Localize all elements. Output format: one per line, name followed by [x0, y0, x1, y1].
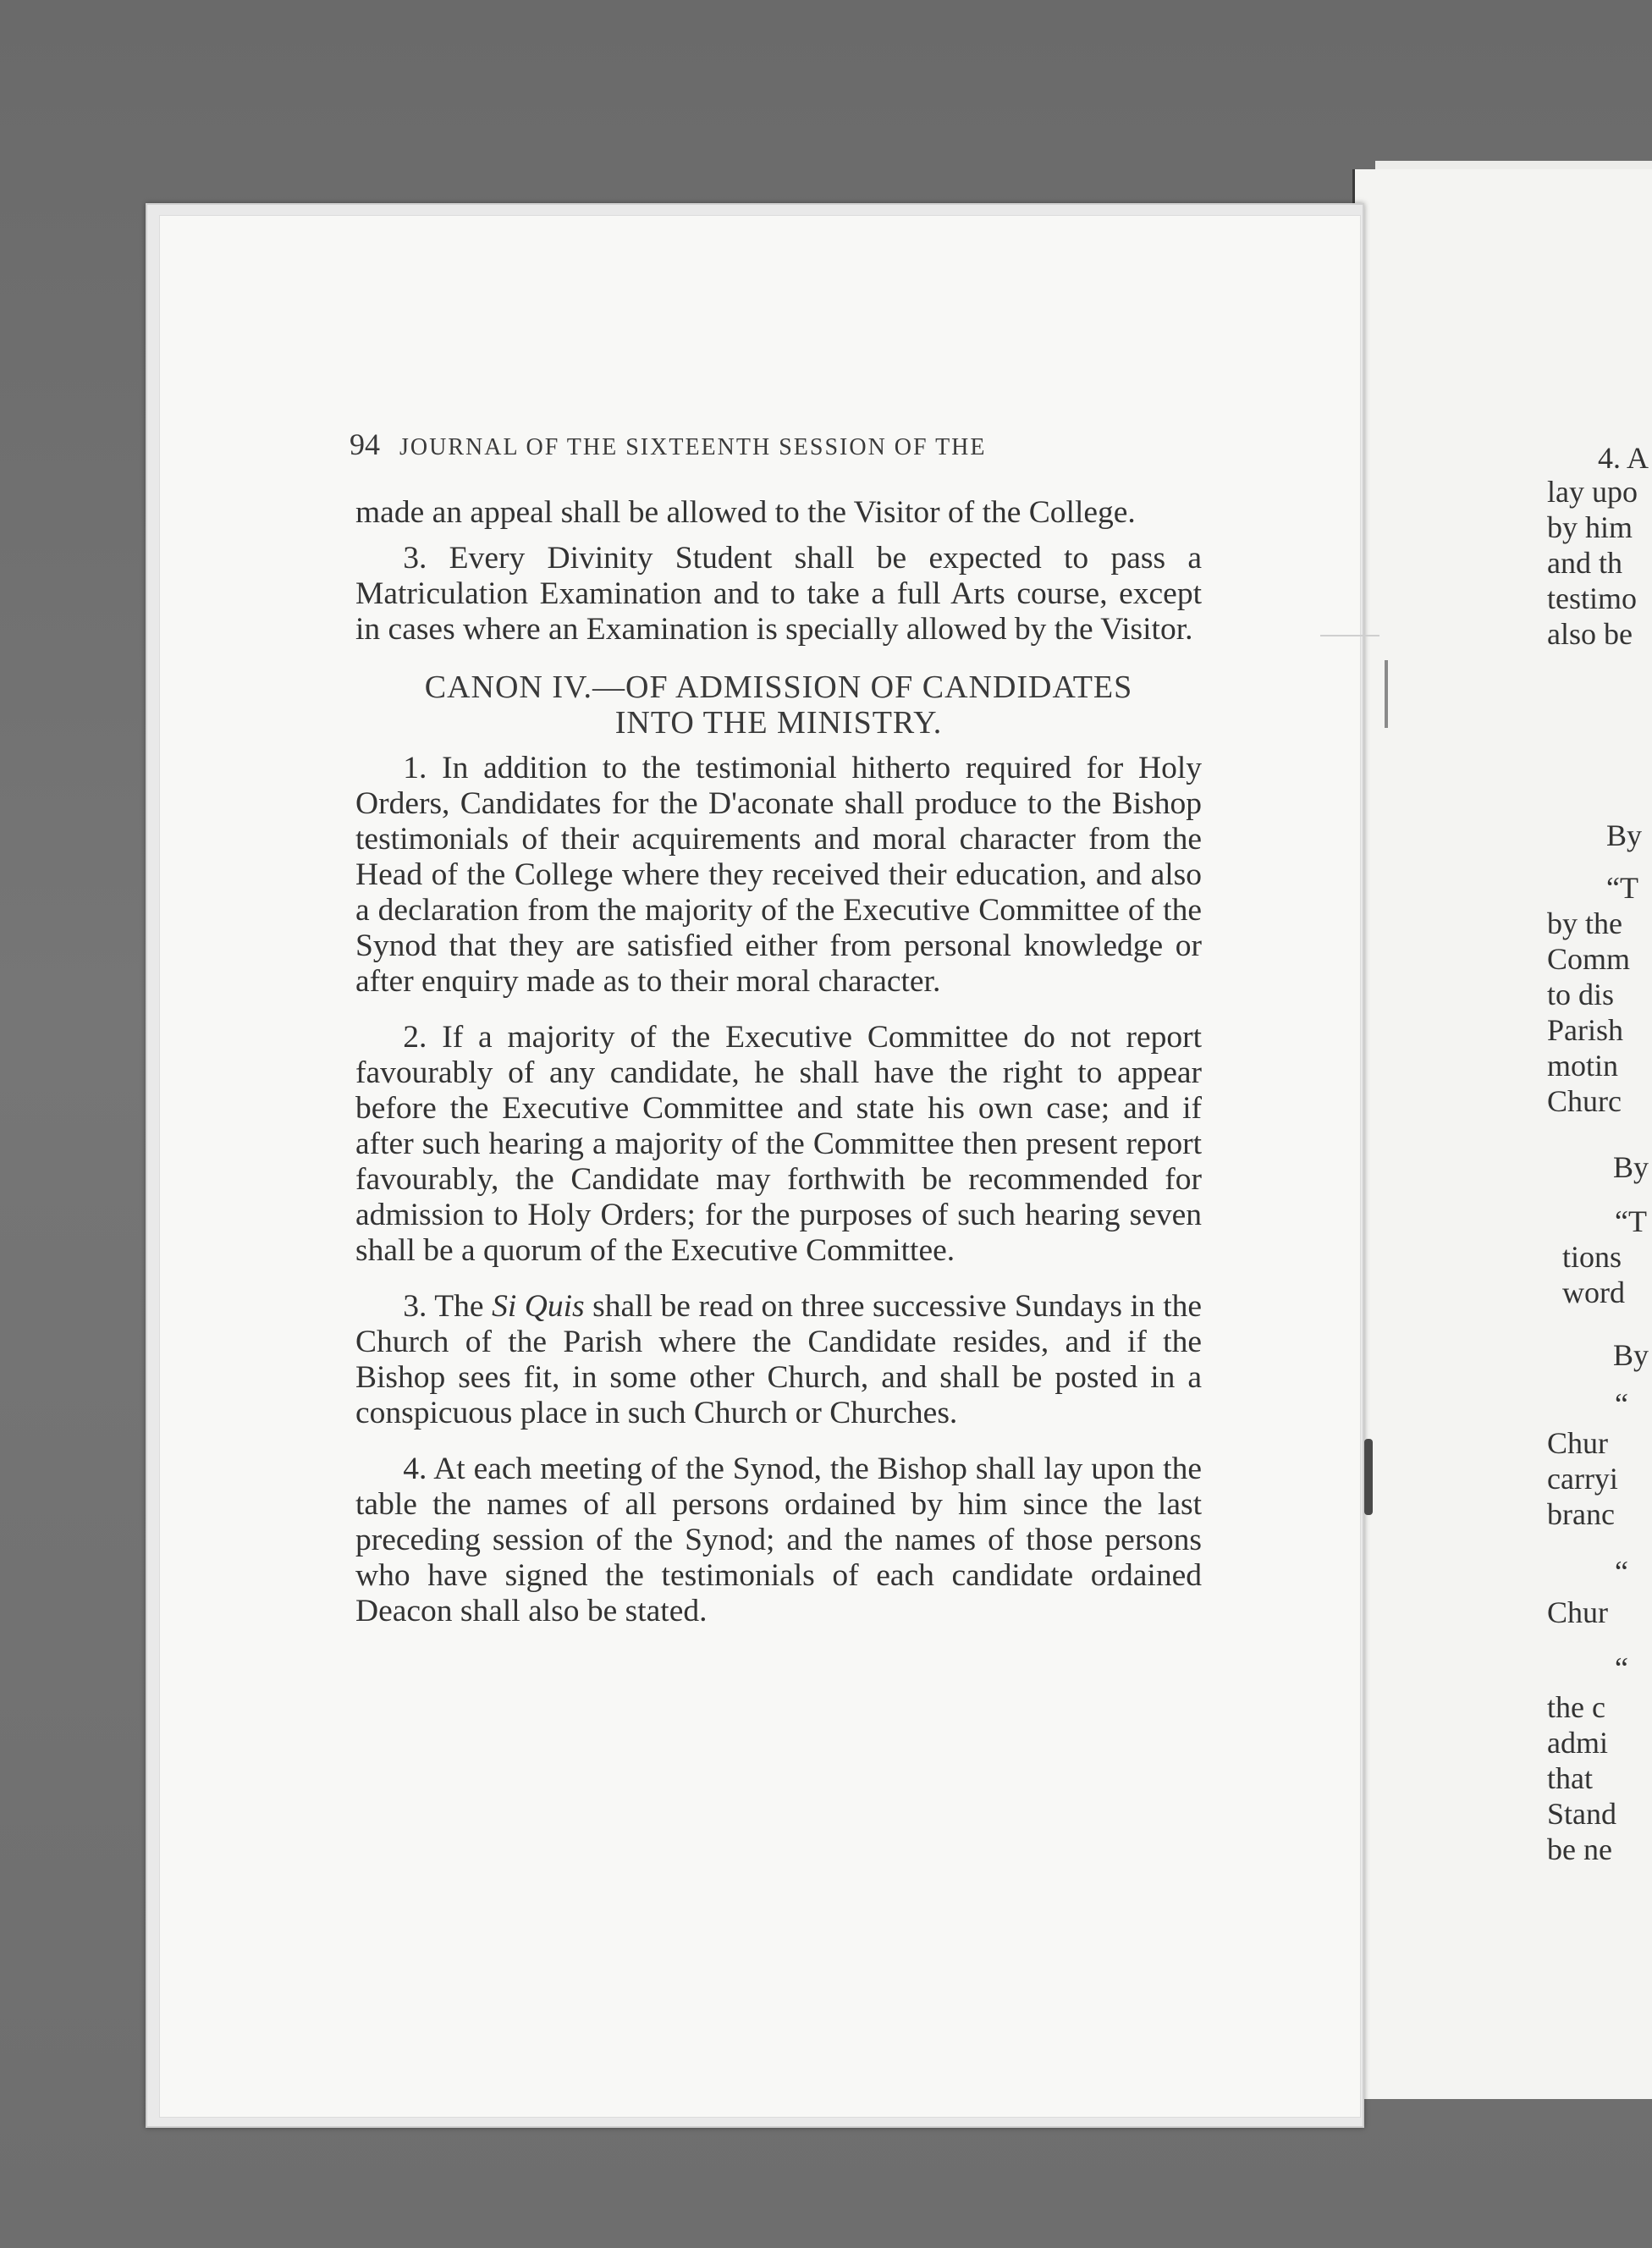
right-line: branc — [1547, 1497, 1615, 1531]
right-line: “T — [1606, 871, 1638, 905]
right-line: word — [1562, 1276, 1625, 1309]
right-line: that — [1547, 1761, 1593, 1795]
paragraph-continuation: made an appeal shall be allowed to the Visitor of the College. — [355, 495, 1136, 530]
right-line: Churc — [1547, 1084, 1622, 1118]
binding-clip-mark — [1364, 1439, 1373, 1515]
canon-heading-line-2: INTO THE MINISTRY. — [614, 705, 943, 741]
right-line: lay upo — [1547, 475, 1638, 509]
page-body — [355, 495, 1202, 1629]
right-line: by him — [1547, 510, 1633, 544]
right-line: carryi — [1547, 1462, 1618, 1496]
canon-heading — [355, 669, 1202, 741]
right-line: “ — [1615, 1555, 1628, 1589]
right-line: Comm — [1547, 942, 1631, 976]
canon-paragraph-2: 2. If a majority of the Executive Committee do not report favourably of any candidate, he shall have the right to appear before the Executive Committee and state his own case; and if after such hearing a majority of the Committee then present report favourably, the Candidate may forthwith be recommended for admission to Holy Orders; for the purposes of such hearing seven shall be a quorum of the Executive Committee. — [355, 1020, 1202, 1268]
right-line: also be — [1547, 617, 1633, 651]
right-line: By — [1613, 1338, 1649, 1372]
right-line: tions — [1562, 1240, 1622, 1274]
right-line: motin — [1547, 1049, 1619, 1083]
canon-heading-line-1: CANON IV.—OF ADMISSION OF CANDIDATES — [424, 669, 1133, 705]
right-line: By — [1613, 1150, 1649, 1184]
right-line: the c — [1547, 1690, 1605, 1724]
right-line: By — [1606, 818, 1643, 852]
right-page-text — [1547, 440, 1652, 2048]
right-line: be ne — [1547, 1832, 1612, 1866]
right-line: Parish — [1547, 1013, 1623, 1047]
right-line: by the — [1547, 906, 1622, 940]
page-gutter — [1320, 635, 1379, 636]
running-head-title: JOURNAL OF THE SIXTEENTH SESSION OF THE — [399, 434, 987, 460]
canon-paragraph-1: 1. In addition to the testimonial hitherto required for Holy Orders, Candidates for the D'aconate shall produce to the Bishop testimonials of their acquirements and moral character from the Head of the College where they received their education, and also a declaration from the majority of the Executive Committee of the Synod that they are satisfied either from personal knowledge or after enquiry made as to their moral character. — [355, 751, 1202, 999]
canon-paragraph-4: 4. At each meeting of the Synod, the Bishop shall lay upon the table the names of all persons ordained by him since the last preceding session of the Synod; and the names of those persons who have signed the testimonials of each candidate ordained Deacon shall also be stated. — [355, 1452, 1202, 1628]
page-number: 94 — [350, 427, 380, 461]
paragraph-3: 3. Every Divinity Student shall be expected to pass a Matriculation Examination and to take a full Arts course, except in cases where an Examination is specially allowed by the Visitor. — [355, 541, 1202, 647]
right-line: Stand — [1547, 1797, 1617, 1831]
right-line: “ — [1615, 1651, 1628, 1685]
right-line: “T — [1615, 1204, 1647, 1238]
si-quis-term: Si Quis — [492, 1289, 585, 1324]
right-line: Chur — [1547, 1426, 1608, 1460]
gutter-shadow-mark — [1385, 660, 1388, 728]
right-line: admi — [1547, 1726, 1608, 1760]
right-line: and th — [1547, 546, 1622, 580]
right-line: 4. A — [1598, 441, 1649, 475]
canon-paragraph-3 — [355, 1289, 1202, 1431]
running-head — [350, 427, 1111, 462]
right-line: Chur — [1547, 1595, 1608, 1629]
canon-paragraph-3-rest: shall be read on three successive Sundays in the Church of the Parish where the Candidate resides, and if the Bishop sees fit, in some other Church, and shall be posted in a conspicuous place in such Church or Churches. — [355, 1289, 1203, 1430]
right-line: to dis — [1547, 978, 1615, 1011]
canon-paragraph-3-start: 3. The — [403, 1289, 493, 1324]
right-line: testimo — [1547, 581, 1637, 615]
right-line: “ — [1615, 1387, 1628, 1421]
